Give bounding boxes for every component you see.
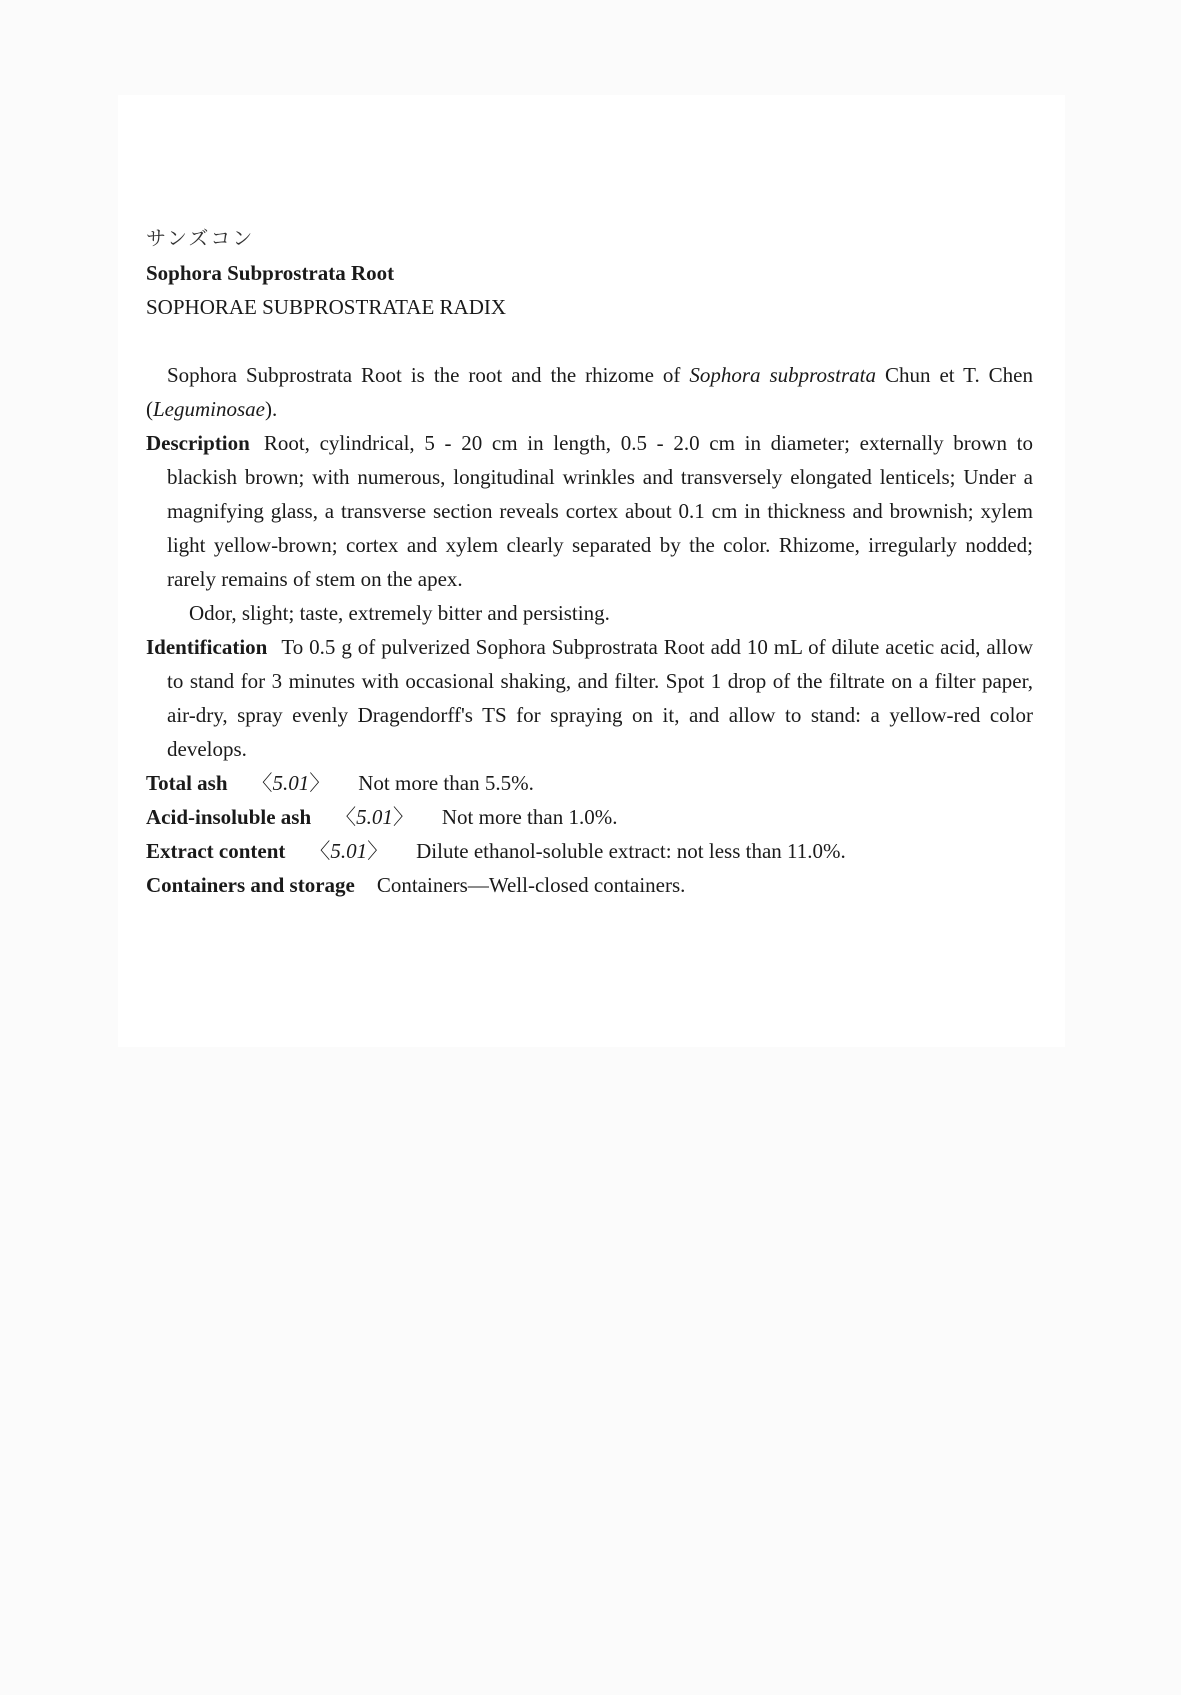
intro-text-before: Sophora Subprostrata Root is the root and the rhizome of xyxy=(167,363,690,387)
test-extract-content xyxy=(146,834,1033,868)
japanese-name: サンズコン xyxy=(146,228,255,250)
description-heading: Description xyxy=(146,431,250,455)
test-total-ash xyxy=(146,766,1033,800)
species-name: Sophora subprostrata xyxy=(689,363,877,387)
test-text: Not more than 1.0%. xyxy=(441,805,618,829)
storage-heading: Containers and storage xyxy=(146,873,355,897)
family-name: Leguminosae xyxy=(153,397,265,421)
test-acid-insoluble-ash xyxy=(146,800,1033,834)
monograph-content xyxy=(146,222,1033,902)
test-heading: Extract content xyxy=(146,839,286,863)
description-section xyxy=(146,426,1033,596)
test-heading: Acid-insoluble ash xyxy=(146,805,312,829)
description-text: Root, cylindrical, 5 - 20 cm in length, 0.5 - 2.0 cm in diameter; externally brown to blackish brown; with numerous, longitudinal wrinkles and transversely elongated lenticels; Under a magnifying glass, a transverse section reveals cortex about 0.1 cm in thickness and brownish; xylem light yellow-brown; cortex and xylem clearly separated by the color. Rhizome, irregularly nodded; rarely remains of stem on the apex. xyxy=(167,431,1033,591)
containers-storage xyxy=(146,868,1033,902)
test-reference: 〈5.01〉 xyxy=(251,771,331,795)
spacer xyxy=(146,324,1033,358)
odor-taste: Odor, slight; taste, extremely bitter and persisting. xyxy=(189,601,610,625)
test-heading: Total ash xyxy=(146,771,228,795)
identification-heading: Identification xyxy=(146,635,268,659)
identification-text: To 0.5 g of pulverized Sophora Subprostrata Root add 10 mL of dilute acetic acid, allow to stand for 3 minutes with occasional shaking, and filter. Spot 1 drop of the filtrate on a filter paper, air-dry, spray evenly Dragendorff's TS for spraying on it, and allow to stand: a yellow-red color develops. xyxy=(167,635,1033,761)
latin-name: SOPHORAE SUBPROSTRATAE RADIX xyxy=(146,295,507,319)
document-page xyxy=(118,95,1065,1047)
storage-text: Containers—Well-closed containers. xyxy=(376,873,686,897)
test-text: Not more than 5.5%. xyxy=(358,771,534,795)
test-reference: 〈5.01〉 xyxy=(309,839,389,863)
identification-section xyxy=(146,630,1033,766)
intro-paragraph xyxy=(146,358,1033,426)
test-text: Dilute ethanol-soluble extract: not less than 11.0%. xyxy=(416,839,846,863)
intro-text-middle: Chun et T. Chen ( xyxy=(146,363,1033,421)
intro-text-after: ). xyxy=(265,397,278,421)
test-reference: 〈5.01〉 xyxy=(335,805,414,829)
english-name: Sophora Subprostrata Root xyxy=(146,261,395,285)
